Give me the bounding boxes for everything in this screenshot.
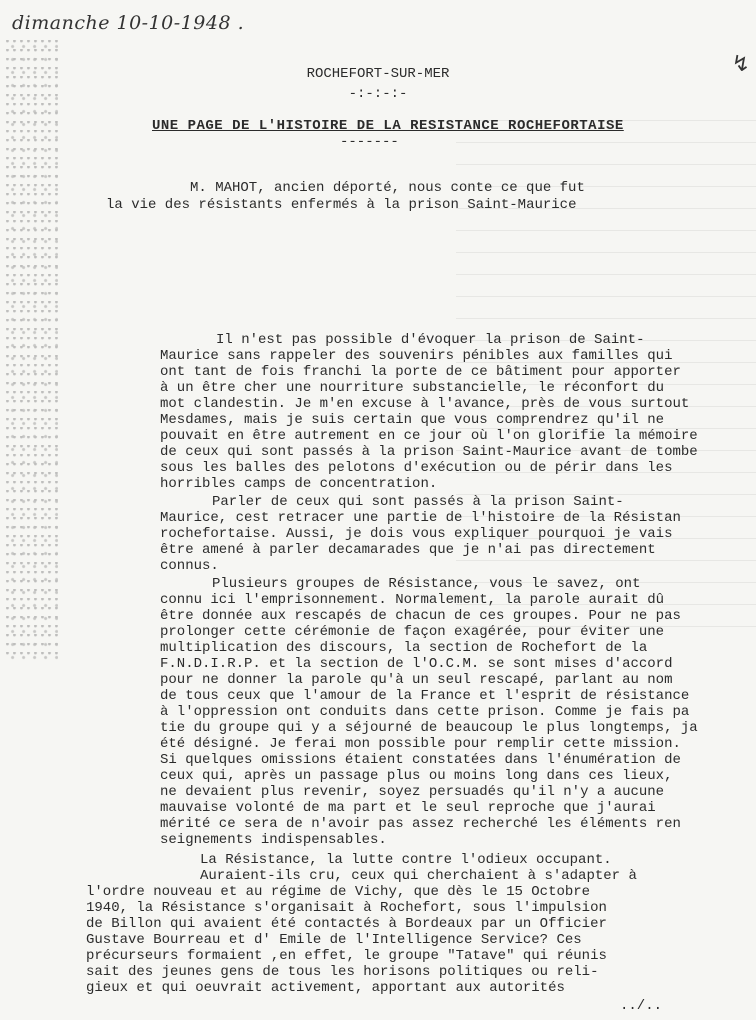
body-line: ont tant de fois franchi la porte de ce bâtiment pour apporter — [160, 364, 681, 380]
body-line: 1940, la Résistance s'organisait à Rochefort, sous l'impulsion — [86, 900, 607, 916]
body-line: de Billon qui avaient été contactés à Bordeaux par un Officier — [86, 916, 607, 932]
body-line: La Résistance, la lutte contre l'odieux occupant. — [200, 852, 612, 868]
body-line: Mesdames, mais je suis certain que vous comprendrez qu'il ne — [160, 412, 665, 428]
body-line: été désigné. Je ferai mon possible pour remplir cette mission. — [160, 736, 681, 752]
body-line: être amené à parler decamarades que je n'ai pas directement — [160, 542, 656, 558]
body-line: à un être cher une nourriture substancielle, le réconfort du — [160, 380, 665, 396]
body-line: Maurice sans rappeler des souvenirs pénibles aux familles qui — [160, 348, 673, 364]
body-line: pouvait en être autrement en ce jour où l'on glorifie la mémoire — [160, 428, 698, 444]
body-line: Parler de ceux qui sont passés à la prison Saint- — [212, 494, 624, 510]
body-line: Maurice, cest retracer une partie de l'histoire de la Résistan — [160, 510, 681, 526]
body-line: prolonger cette cérémonie de façon exagérée, pour éviter une — [160, 624, 665, 640]
body-line: de tous ceux que l'amour de la France et l'esprit de résistance — [160, 688, 690, 704]
body-line: mérité ce sera de n'avoir pas assez recherché les éléments ren — [160, 816, 681, 832]
body-line: sait des jeunes gens de tous les horisons politiques ou reli- — [86, 964, 599, 980]
body-line: horribles camps de concentration. — [160, 476, 438, 492]
body-line: ne devaient plus revenir, soyez persuadés qu'il n'y a aucune — [160, 784, 665, 800]
body-line: F.N.D.I.R.P. et la section de l'O.C.M. se sont mises d'accord — [160, 656, 673, 672]
body-line: rochefortaise. Aussi, je dois vous expliquer pourquoi je vais — [160, 526, 673, 542]
body-line: Gustave Bourreau et d' Emile de l'Intelligence Service? Ces — [86, 932, 582, 948]
body-line: Plusieurs groupes de Résistance, vous le savez, ont — [212, 576, 641, 592]
heading-separator: -:-:-:- — [348, 86, 408, 102]
page-continuation: ../.. — [620, 998, 663, 1014]
body-line: multiplication des discours, la section de Rochefort de la — [160, 640, 648, 656]
corner-mark-icon: ↯ — [731, 52, 750, 77]
body-line: Si quelques omissions étaient constatées dans l'énumération de — [160, 752, 681, 768]
title-rule: ------- — [340, 134, 399, 150]
body-line: l'ordre nouveau et au régime de Vichy, que dès le 15 Octobre — [86, 884, 591, 900]
city-heading: ROCHEFORT-SUR-MER — [306, 66, 450, 82]
body-line: gieux et qui oeuvrait activement, apportant aux autorités — [86, 980, 565, 996]
body-line: de ceux qui sont passés à la prison Saint-Maurice avant de tombe — [160, 444, 698, 460]
body-line: tie du groupe qui y a séjourné de beaucoup le plus longtemps, ja — [160, 720, 698, 736]
body-line: Il n'est pas possible d'évoquer la prison de Saint- — [216, 332, 645, 348]
body-line: connus. — [160, 558, 219, 574]
body-line: être donnée aux rescapés de chacun de ces groupes. Pour ne pas — [160, 608, 681, 624]
body-line: seignements indispensables. — [160, 832, 387, 848]
body-line: mot clandestin. Je m'en excuse à l'avance, près de vous surtout — [160, 396, 690, 412]
body-line: mauvaise volonté de ma part et le seul reproche que j'aurai — [160, 800, 656, 816]
body-line: ceux qui, après un passage plus ou moins long dans ces lieux, — [160, 768, 673, 784]
body-line: connu ici l'emprisonnement. Normalement, la parole aurait dû — [160, 592, 665, 608]
body-line: à l'oppression ont conduits dans cette prison. Comme je fais pa — [160, 704, 690, 720]
document-title: UNE PAGE DE L'HISTOIRE DE LA RESISTANCE ROCHEFORTAISE — [152, 118, 624, 134]
scan-noise — [6, 40, 58, 660]
body-line: Auraient-ils cru, ceux qui cherchaient à s'adapter à — [200, 868, 637, 884]
body-line: pour ne donner la parole qu'à un seul rescapé, parlant au nom — [160, 672, 673, 688]
lead-line-1: M. MAHOT, ancien déporté, nous conte ce que fut — [190, 180, 585, 196]
body-line: précurseurs formaient ,en effet, le groupe "Tatave" qui réunis — [86, 948, 607, 964]
handwritten-date: dimanche 10-10-1948 . — [12, 12, 245, 34]
lead-line-2: la vie des résistants enfermés à la prison Saint-Maurice — [106, 197, 577, 213]
body-line: sous les balles des pelotons d'exécution ou de périr dans les — [160, 460, 673, 476]
